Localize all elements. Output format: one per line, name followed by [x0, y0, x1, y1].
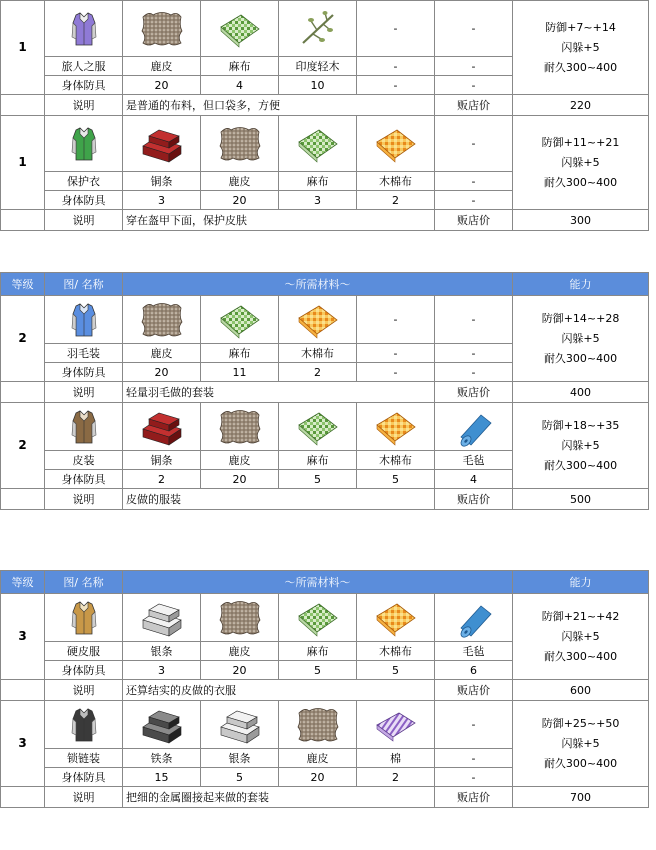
material-name: 鹿皮 [201, 172, 279, 191]
material-icon-cell [201, 403, 279, 451]
cotton-cloth-icon [373, 420, 419, 433]
ability-evasion: 闪躲+5 [561, 155, 600, 169]
header-icon-name: 图/ 名称 [45, 273, 123, 296]
item-description: 皮做的服装 [123, 489, 435, 510]
ability-cell [513, 296, 649, 382]
vest-purple-icon [61, 22, 107, 35]
material-qty: - [435, 363, 513, 382]
material-qty: 5 [201, 768, 279, 787]
material-name: 麻布 [201, 344, 279, 363]
item-icon-row [1, 594, 649, 642]
material-qty: 20 [201, 470, 279, 489]
crafting-table [0, 570, 649, 808]
material-icon-cell [435, 403, 513, 451]
vest-blue-icon [61, 313, 107, 326]
item-description: 轻量羽毛做的套装 [123, 382, 435, 403]
item-price: 600 [513, 680, 649, 701]
material-name: 银条 [201, 749, 279, 768]
item-desc-row [1, 489, 649, 510]
material-qty: 20 [123, 76, 201, 95]
material-icon-cell [201, 116, 279, 172]
header-level: 等级 [1, 273, 45, 296]
material-icon-cell [123, 116, 201, 172]
spacer-cell [1, 95, 45, 116]
material-name: 麻布 [279, 642, 357, 661]
ability-cell [513, 116, 649, 210]
ability-evasion: 闪躲+5 [561, 629, 600, 643]
material-name: 毛毡 [435, 642, 513, 661]
balsa-branch-icon [295, 22, 341, 35]
material-name: 鹿皮 [123, 344, 201, 363]
desc-label: 说明 [45, 680, 123, 701]
ability-defense: 防御+25~+50 [541, 716, 620, 730]
material-icon-cell [357, 594, 435, 642]
item-desc-row [1, 95, 649, 116]
material-icon-cell [123, 1, 201, 57]
item-name: 皮装 [45, 451, 123, 470]
material-name: 木棉布 [279, 344, 357, 363]
item-description: 还算结实的皮做的衣服 [123, 680, 435, 701]
linen-cloth-icon [295, 420, 341, 433]
copper-bar-icon [139, 420, 185, 433]
vest-tan-icon [61, 611, 107, 624]
vest-dark-icon [61, 718, 107, 731]
material-name: - [435, 172, 513, 191]
material-icon-cell [279, 701, 357, 749]
item-description: 穿在盔甲下面，保护皮肤 [123, 210, 435, 231]
item-icon-cell [45, 296, 123, 344]
material-icon-cell [279, 1, 357, 57]
material-empty-cell: - [435, 116, 513, 172]
silver-bar-icon [217, 718, 263, 731]
item-price: 220 [513, 95, 649, 116]
item-price: 700 [513, 787, 649, 808]
material-name: - [435, 344, 513, 363]
table-header [1, 273, 649, 296]
item-desc-row [1, 210, 649, 231]
material-icon-cell [123, 296, 201, 344]
item-name: 锁链装 [45, 749, 123, 768]
item-icon-row [1, 296, 649, 344]
ability-evasion: 闪躲+5 [561, 736, 600, 750]
material-empty-cell: - [357, 1, 435, 57]
material-empty-cell: - [435, 1, 513, 57]
item-name: 旅人之服 [45, 57, 123, 76]
material-icon-cell [357, 116, 435, 172]
item-category: 身体防具 [45, 191, 123, 210]
material-qty: 20 [123, 363, 201, 382]
item-category: 身体防具 [45, 768, 123, 787]
item-name: 硬皮服 [45, 642, 123, 661]
material-qty: - [435, 76, 513, 95]
item-name: 保护衣 [45, 172, 123, 191]
material-name: 麻布 [201, 57, 279, 76]
deer-hide-icon [217, 611, 263, 624]
item-desc-row [1, 382, 649, 403]
material-name: 麻布 [279, 172, 357, 191]
crafting-section [0, 272, 648, 510]
material-qty: - [357, 76, 435, 95]
material-name: 毛毡 [435, 451, 513, 470]
material-qty: 5 [279, 470, 357, 489]
ability-durability: 耐久300~400 [543, 60, 618, 74]
material-name: - [435, 57, 513, 76]
linen-cloth-icon [217, 22, 263, 35]
header-materials: ～所需材料～ [123, 571, 513, 594]
price-label: 贩店价 [435, 382, 513, 403]
header-ability: 能力 [513, 571, 649, 594]
material-icon-cell [357, 403, 435, 451]
material-icon-cell [435, 594, 513, 642]
item-description: 是普通的布料，但口袋多，方便 [123, 95, 435, 116]
ability-durability: 耐久300~400 [543, 756, 618, 770]
deer-hide-icon [139, 313, 185, 326]
material-qty: - [357, 363, 435, 382]
price-label: 贩店价 [435, 787, 513, 808]
vest-brown-icon [61, 420, 107, 433]
item-icon-cell [45, 1, 123, 57]
ability-durability: 耐久300~400 [543, 649, 618, 663]
deer-hide-icon [217, 420, 263, 433]
level-cell: 3 [1, 701, 45, 787]
material-name: 铜条 [123, 451, 201, 470]
material-name: - [357, 57, 435, 76]
material-icon-cell [201, 1, 279, 57]
header-materials: ～所需材料～ [123, 273, 513, 296]
material-name: 鹿皮 [123, 57, 201, 76]
material-name: 麻布 [279, 451, 357, 470]
ability-cell [513, 403, 649, 489]
material-icon-cell [123, 594, 201, 642]
ability-defense: 防御+18~+35 [541, 418, 620, 432]
item-category: 身体防具 [45, 470, 123, 489]
material-name: - [435, 749, 513, 768]
iron-bar-icon [139, 718, 185, 731]
crafting-table [0, 0, 649, 231]
deer-hide-icon [217, 137, 263, 150]
level-cell: 2 [1, 403, 45, 489]
item-category: 身体防具 [45, 661, 123, 680]
linen-cloth-icon [295, 611, 341, 624]
material-empty-cell: - [435, 701, 513, 749]
linen-cloth-icon [295, 137, 341, 150]
material-qty: 10 [279, 76, 357, 95]
felt-roll-icon [451, 420, 497, 433]
item-icon-cell [45, 403, 123, 451]
item-price: 300 [513, 210, 649, 231]
desc-label: 说明 [45, 489, 123, 510]
level-cell: 1 [1, 116, 45, 210]
material-icon-cell [279, 116, 357, 172]
material-name: 鹿皮 [201, 642, 279, 661]
desc-label: 说明 [45, 787, 123, 808]
desc-label: 说明 [45, 382, 123, 403]
material-empty-cell: - [357, 296, 435, 344]
material-qty: 20 [201, 661, 279, 680]
material-name: 银条 [123, 642, 201, 661]
item-icon-cell [45, 701, 123, 749]
material-icon-cell [279, 403, 357, 451]
ability-cell [513, 701, 649, 787]
material-qty: 2 [123, 470, 201, 489]
material-qty: 20 [201, 191, 279, 210]
desc-label: 说明 [45, 210, 123, 231]
material-icon-cell [279, 594, 357, 642]
item-icon-cell [45, 594, 123, 642]
ability-durability: 耐久300~400 [543, 458, 618, 472]
ability-evasion: 闪躲+5 [561, 40, 600, 54]
material-qty: - [435, 768, 513, 787]
ability-evasion: 闪躲+5 [561, 331, 600, 345]
material-icon-cell [201, 296, 279, 344]
level-cell: 2 [1, 296, 45, 382]
item-name: 羽毛装 [45, 344, 123, 363]
item-icon-row [1, 116, 649, 172]
material-name: 木棉布 [357, 451, 435, 470]
material-name: 印度轻木 [279, 57, 357, 76]
item-description: 把细的金属圈接起来做的套装 [123, 787, 435, 808]
silver-bar-icon [139, 611, 185, 624]
ability-defense: 防御+11~+21 [541, 135, 620, 149]
ability-durability: 耐久300~400 [543, 175, 618, 189]
header-icon-name: 图/ 名称 [45, 571, 123, 594]
material-qty: 4 [201, 76, 279, 95]
item-icon-row [1, 403, 649, 451]
item-desc-row [1, 787, 649, 808]
material-name: 木棉布 [357, 642, 435, 661]
crafting-table [0, 272, 649, 510]
ability-defense: 防御+21~+42 [541, 609, 620, 623]
cotton-cloth-icon [373, 611, 419, 624]
cotton-cloth-icon [373, 137, 419, 150]
item-price: 400 [513, 382, 649, 403]
material-name: 铜条 [123, 172, 201, 191]
material-name: 棉 [357, 749, 435, 768]
ability-evasion: 闪躲+5 [561, 438, 600, 452]
item-category: 身体防具 [45, 363, 123, 382]
material-qty: 2 [357, 768, 435, 787]
felt-roll-icon [451, 611, 497, 624]
material-icon-cell [201, 594, 279, 642]
item-price: 500 [513, 489, 649, 510]
material-name: - [357, 344, 435, 363]
item-icon-row [1, 701, 649, 749]
deer-hide-icon [139, 22, 185, 35]
cotton-wool-icon [373, 718, 419, 731]
material-qty: 15 [123, 768, 201, 787]
material-qty: 6 [435, 661, 513, 680]
ability-cell [513, 594, 649, 680]
material-name: 铁条 [123, 749, 201, 768]
ability-defense: 防御+7~+14 [545, 20, 616, 34]
material-qty: 11 [201, 363, 279, 382]
level-cell: 1 [1, 1, 45, 95]
material-qty: 5 [357, 470, 435, 489]
material-qty: 2 [357, 191, 435, 210]
linen-cloth-icon [217, 313, 263, 326]
material-qty: 3 [123, 661, 201, 680]
spacer-cell [1, 680, 45, 701]
item-category: 身体防具 [45, 76, 123, 95]
price-label: 贩店价 [435, 680, 513, 701]
material-icon-cell [279, 296, 357, 344]
ability-durability: 耐久300~400 [543, 351, 618, 365]
header-level: 等级 [1, 571, 45, 594]
material-qty: 5 [279, 661, 357, 680]
material-empty-cell: - [435, 296, 513, 344]
desc-label: 说明 [45, 95, 123, 116]
header-ability: 能力 [513, 273, 649, 296]
item-icon-cell [45, 116, 123, 172]
ability-defense: 防御+14~+28 [541, 311, 620, 325]
price-label: 贩店价 [435, 210, 513, 231]
cotton-cloth-icon [295, 313, 341, 326]
material-qty: 5 [357, 661, 435, 680]
vest-green-icon [61, 137, 107, 150]
deer-hide-icon [295, 718, 341, 731]
item-desc-row [1, 680, 649, 701]
material-name: 鹿皮 [279, 749, 357, 768]
material-icon-cell [201, 701, 279, 749]
material-icon-cell [123, 701, 201, 749]
spacer-cell [1, 787, 45, 808]
material-qty: 4 [435, 470, 513, 489]
material-qty: 2 [279, 363, 357, 382]
table-header [1, 571, 649, 594]
price-label: 贩店价 [435, 489, 513, 510]
price-label: 贩店价 [435, 95, 513, 116]
crafting-section [0, 570, 648, 808]
spacer-cell [1, 489, 45, 510]
material-icon-cell [357, 701, 435, 749]
material-name: 鹿皮 [201, 451, 279, 470]
material-qty: 3 [279, 191, 357, 210]
ability-cell [513, 1, 649, 95]
material-qty: 3 [123, 191, 201, 210]
material-qty: - [435, 191, 513, 210]
spacer-cell [1, 210, 45, 231]
material-icon-cell [123, 403, 201, 451]
item-icon-row [1, 1, 649, 57]
material-name: 木棉布 [357, 172, 435, 191]
copper-bar-icon [139, 137, 185, 150]
level-cell: 3 [1, 594, 45, 680]
crafting-section [0, 0, 648, 231]
spacer-cell [1, 382, 45, 403]
material-qty: 20 [279, 768, 357, 787]
